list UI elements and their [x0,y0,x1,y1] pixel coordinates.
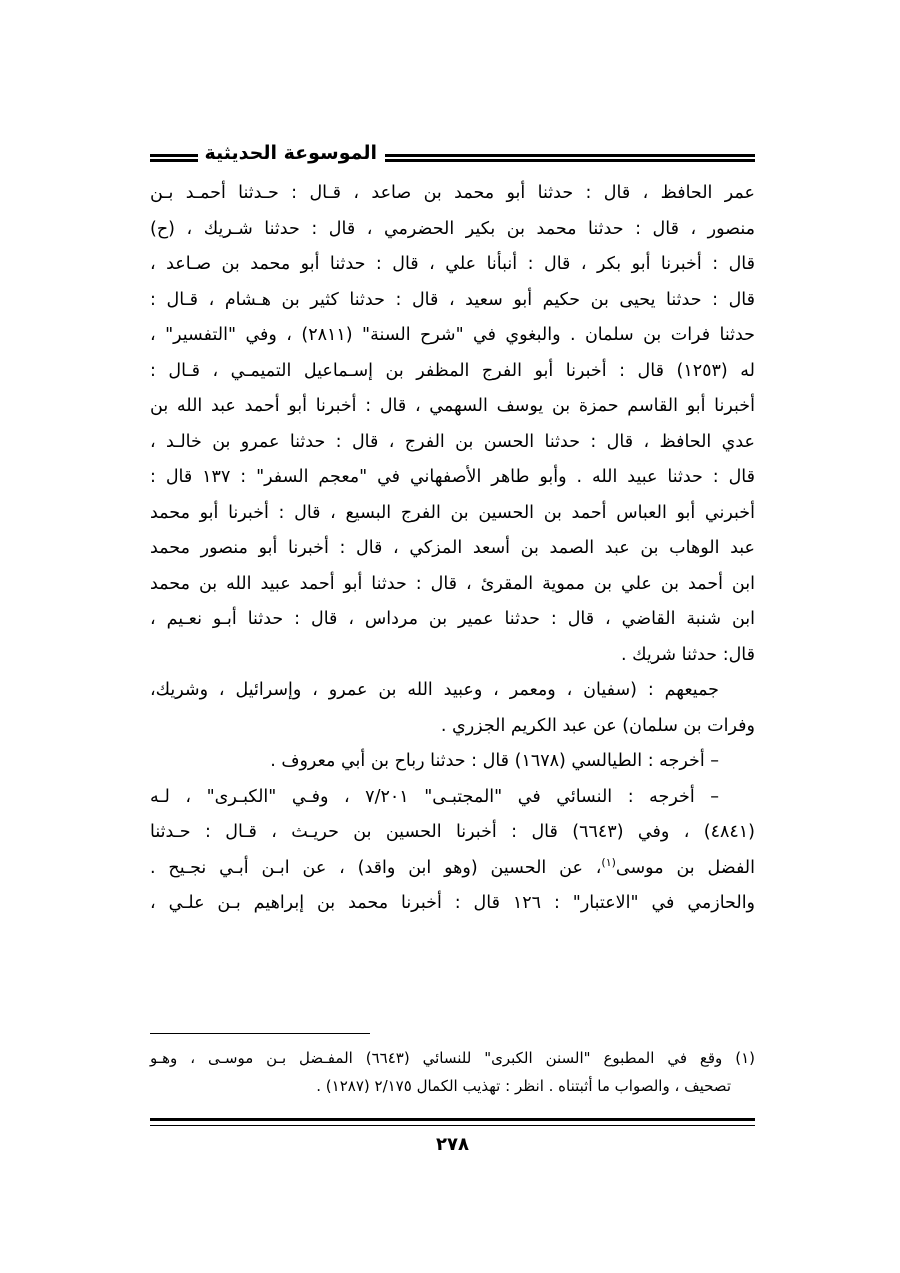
footnote-line: (١) وقع في المطبوع "السنن الكبرى" للنسائي (٦٦٤٣) المفـضل بـن موسـى ، وهـو [150,1049,755,1067]
paragraph-4 [150,780,755,922]
text-line: – أخرجه : النسائي في "المجتبـى" ٧/٢٠١ ، وفـي "الكبـرى" ، لـه [150,786,719,807]
text-line: (٤٨٤١) ، وفي (٦٦٤٣) قال : أخبرنا الحسين بن حريـث ، قـال : حـدثنا [150,822,755,842]
text-line [150,851,755,887]
paragraph-2 [150,673,755,744]
text-line: جميعهم : (سفيان ، ومعمر ، وعبيد الله بن عمرو ، وإسرائيل ، وشريك، [150,680,719,700]
text-run: الفضل بن موسى [615,857,755,878]
header-rule-left [150,154,198,162]
text-line: عمر الحافظ ، قال : حدثنا أبو محمد بن صاعد ، قـال : حـدثنا أحمـد بـن [150,183,755,203]
text-line: قال : حدثنا يحيى بن حكيم أبو سعيد ، قال : حدثنا كثير بن هـشام ، قـال : [150,289,755,310]
page-number: ٢٧٨ [436,1134,469,1155]
text-line: قال : أخبرنا أبو بكر ، قال : أنبأنا علي ، قال : حدثنا أبو محمد بن صـاعد ، [150,254,755,274]
footnote-line: تصحيف ، والصواب ما أثبتناه . انظر : تهذيب الكمال ٢/١٧٥ (١٢٨٧) . [316,1077,731,1095]
page-header [150,140,755,176]
paragraph-3 [150,744,755,780]
text-line: ابن شنبة القاضي ، قال : حدثنا عمير بن مرداس ، قال : حدثنا أبـو نعـيم ، [150,609,755,629]
text-line: له (١٢٥٣) قال : أخبرنا أبو الفرج المظفر بن إسـماعيل التميمـي ، قـال : [150,360,755,381]
paragraph-1 [150,176,755,673]
text-line: – أخرجه : الطيالسي (١٦٧٨) قال : حدثنا رباح بن أبي معروف . [270,751,719,771]
text-line: أخبرني أبو العباس أحمد بن الحسين بن الفرج البسيع ، قال : أخبرنا أبو محمد [150,502,755,523]
text-line: والحازمي في "الاعتبار" : ١٢٦ قال : أخبرنا محمد بن إبراهيم بـن علـي ، [150,893,756,913]
text-line: منصور ، قال : حدثنا محمد بن بكير الحضرمي ، قال : حدثنا شـريك ، (ح) [150,218,755,239]
text-line: وفرات بن سلمان) عن عبد الكريم الجزري . [440,715,755,736]
text-line: عدي الحافظ ، قال : حدثنا الحسن بن الفرج ، قال : حدثنا عمرو بن خالـد ، [150,431,755,452]
footnote-marker[interactable]: (١) [601,855,616,869]
text-run: ، عن الحسين (وهو ابن واقد) ، عن ابـن أبـي نجـيح . [150,857,602,878]
footer-rule [150,1118,755,1126]
running-title: الموسوعة الحديثية [204,142,377,164]
page [150,140,756,1155]
text-line: أخبرنا أبو القاسم حمزة بن يوسف السهمي ، قال : أخبرنا أبو أحمد عبد الله بن [150,396,755,416]
footnote-separator [150,1033,370,1034]
text-line: قال: حدثنا شريك . [621,644,755,665]
main-text [150,176,755,922]
footnotes [150,1044,755,1100]
text-line: قال : حدثنا عبيد الله . وأبو طاهر الأصفهاني في "معجم السفر" : ١٣٧ قال : [150,467,756,487]
text-line: عبد الوهاب بن عبد الصمد بن أسعد المزكي ، قال : أخبرنا أبو منصور محمد [150,538,755,558]
text-line: حدثنا فرات بن سلمان . والبغوي في "شرح السنة" (٢٨١١) ، وفي "التفسير" ، [150,325,755,345]
header-rule-right [385,154,755,162]
text-line: ابن أحمد بن علي بن مموية المقرئ ، قال : حدثنا أبو أحمد عبيد الله بن محمد [150,573,755,594]
